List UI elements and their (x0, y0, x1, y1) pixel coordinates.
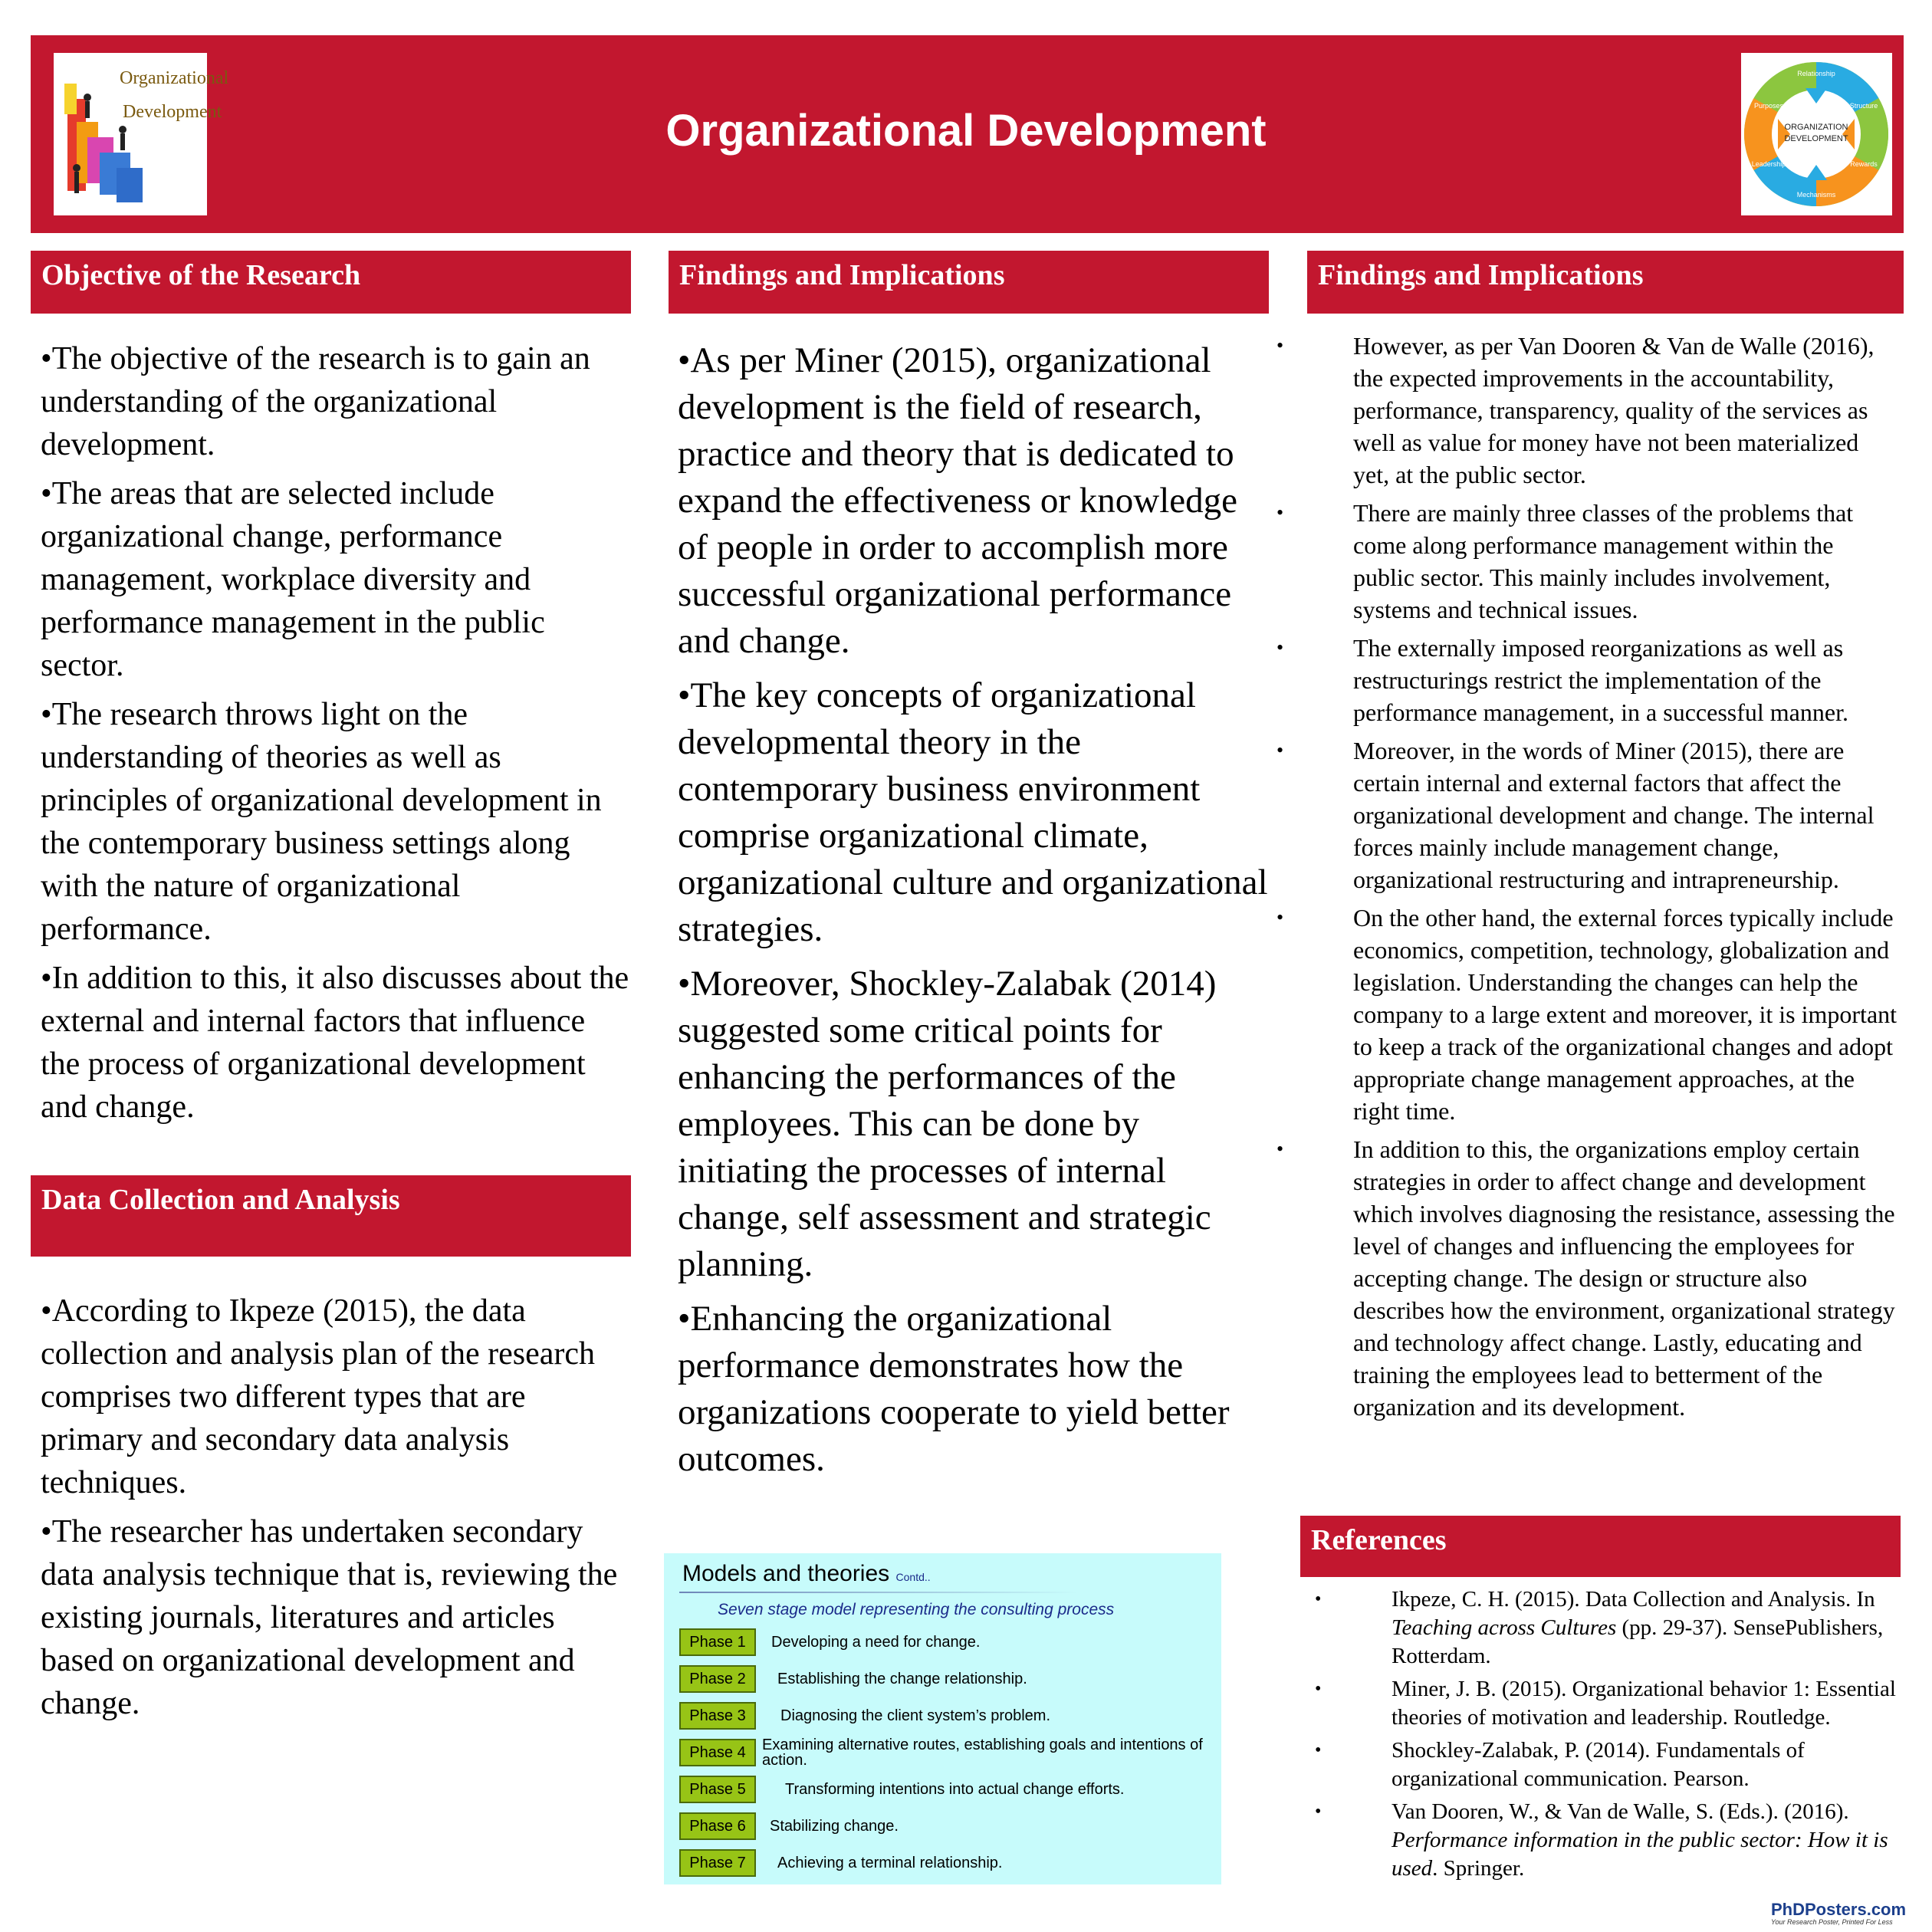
findings-list-2 (1276, 330, 1898, 1429)
phdposters-logo (1771, 1901, 1909, 1927)
svg-text:Organizational: Organizational (120, 68, 229, 88)
svg-text:Rewards: Rewards (1850, 160, 1878, 168)
model-title-underline (679, 1592, 1078, 1593)
list-item: • In addition to this, the organizations employ certain strategies in order to affect change and development which involves diagnosing the resistance, assessing the level of changes and influencing the employees for accepting change. The design or structure also describes how the environment, organizational strategy and technology affect change. Lastly, educating and training the employees lead to betterment of the organization and its development. (1276, 1133, 1898, 1423)
reference-item: • Miner, J. B. (2015). Organizational behavior 1: Essential theories of motivation and leadership. Routledge. (1315, 1675, 1898, 1732)
seven-stage-model-figure (664, 1553, 1221, 1884)
footer-tagline: Your Research Poster, Printed For Less (1771, 1918, 1893, 1926)
svg-text:DEVELOPMENT: DEVELOPMENT (1784, 134, 1848, 143)
phase-3-label: Phase 3 (679, 1702, 756, 1730)
svg-text:Leadership: Leadership (1751, 160, 1786, 168)
data-collection-list (41, 1290, 631, 1731)
phase-1-desc: Developing a need for change. (771, 1634, 981, 1651)
phase-3-desc: Diagnosing the client system’s problem. (780, 1707, 1051, 1724)
organization-development-cycle-diagram (1741, 53, 1892, 215)
model-title: Models and theories Contd.. (682, 1561, 931, 1586)
poster-title: Organizational Development (665, 106, 1267, 156)
list-item: • The areas that are selected include organizational change, performance management, workplace diversity and performance management in the public sector. (41, 472, 631, 687)
list-item: • Moreover, Shockley-Zalabak (2014) suggested some critical points for enhancing the performances of the employees. This can be done by initiating the processes of internal change, self assessment and strategic planning. (678, 961, 1268, 1288)
list-item: • According to Ikpeze (2015), the data collection and analysis plan of the research comprises two different types that are primary and secondary data analysis techniques. (41, 1290, 631, 1504)
data-collection-heading: Data Collection and Analysis (31, 1175, 631, 1257)
list-item: • In addition to this, it also discusses about the external and internal factors that influence the process of organizational development and change. (41, 957, 631, 1129)
phase-5-label: Phase 5 (679, 1776, 756, 1803)
reference-item: • Shockley-Zalabak, P. (2014). Fundamentals of organizational communication. Pearson. (1315, 1737, 1898, 1793)
phase-4-label: Phase 4 (679, 1739, 756, 1766)
phase-7-desc: Achieving a terminal relationship. (777, 1855, 1003, 1871)
svg-text:Development: Development (123, 102, 222, 122)
list-item: • On the other hand, the external forces typically include economics, competition, technology, globalization and legislation. Understanding the changes can help the company to a large extent and moreover, it is important to keep a track of the organizational changes and adopt appropriate change management approaches, at the right time. (1276, 902, 1898, 1127)
svg-text:Mechanisms: Mechanisms (1796, 191, 1836, 199)
list-item: • The externally imposed reorganizations as well as restructurings restrict the implementation of the performance management, in a successful manner. (1276, 632, 1898, 728)
list-item: • Enhancing the organizational performance demonstrates how the organizations cooperate to yield better outcomes. (678, 1296, 1268, 1483)
phase-2-label: Phase 2 (679, 1665, 756, 1693)
list-item: • As per Miner (2015), organizational development is the field of research, practice and theory that is dedicated to expand the effectiveness or knowledge of people in order to accomplish more successful organizational performance and change. (678, 337, 1268, 665)
list-item: • The key concepts of organizational developmental theory in the contemporary business environment comprise organizational climate, organizational culture and organizational strategies. (678, 672, 1268, 953)
list-item: • The researcher has undertaken secondary data analysis technique that is, reviewing the existing journals, literatures and articles based on organizational development and change. (41, 1510, 631, 1725)
list-item: • There are mainly three classes of the problems that come along performance management within the public sector. This mainly includes involvement, systems and technical issues. (1276, 497, 1898, 626)
phase-5-desc: Transforming intentions into actual change efforts. (785, 1781, 1125, 1798)
list-item: • The research throws light on the understanding of theories as well as principles of organizational development in the contemporary business settings along with the nature of organizational performance. (41, 693, 631, 951)
reference-item: • Ikpeze, C. H. (2015). Data Collection and Analysis. In Teaching across Cultures (pp. 29-37). SensePublishers, Rotterdam. (1315, 1585, 1898, 1671)
cycle-wheel-icon (1741, 53, 1892, 215)
phase-7-label: Phase 7 (679, 1849, 756, 1877)
reference-item: • Van Dooren, W., & Van de Walle, S. (Eds.). (2016). Performance information in the public sector: How it is used. Springer. (1315, 1798, 1898, 1883)
list-item: • The objective of the research is to gain an understanding of the organizational development. (41, 337, 631, 466)
findings-list-1 (678, 337, 1268, 1490)
model-subtitle: Seven stage model representing the consulting process (718, 1601, 1115, 1618)
svg-text:Purposes: Purposes (1753, 102, 1784, 110)
references-heading: References (1300, 1516, 1901, 1577)
objective-list (41, 337, 631, 1135)
references-list (1315, 1585, 1898, 1888)
list-item: • Moreover, in the words of Miner (2015), there are certain internal and external factors that affect the organizational development and change. The internal forces mainly include management change, organizational restructuring and intrapreneurship. (1276, 734, 1898, 895)
list-item: • However, as per Van Dooren & Van de Walle (2016), the expected improvements in the accountability, performance, transparency, quality of the services as well as value for money have not been materialized yet, at the public sector. (1276, 330, 1898, 491)
svg-text:Structure: Structure (1849, 102, 1878, 110)
svg-text:ORGANIZATION: ORGANIZATION (1784, 123, 1848, 132)
phase-6-label: Phase 6 (679, 1812, 756, 1840)
svg-text:Relationship: Relationship (1797, 70, 1835, 77)
phase-2-desc: Establishing the change relationship. (777, 1671, 1027, 1687)
footer-brand: PhDPosters.com (1771, 1900, 1907, 1919)
objective-heading: Objective of the Research (31, 251, 631, 314)
phase-6-desc: Stabilizing change. (770, 1818, 899, 1835)
phase-1-label: Phase 1 (679, 1628, 756, 1656)
findings-heading-2: Findings and Implications (1307, 251, 1904, 314)
findings-heading-1: Findings and Implications (669, 251, 1269, 314)
phase-4-desc: Examining alternative routes, establishing goals and intentions of action. (762, 1737, 1203, 1769)
